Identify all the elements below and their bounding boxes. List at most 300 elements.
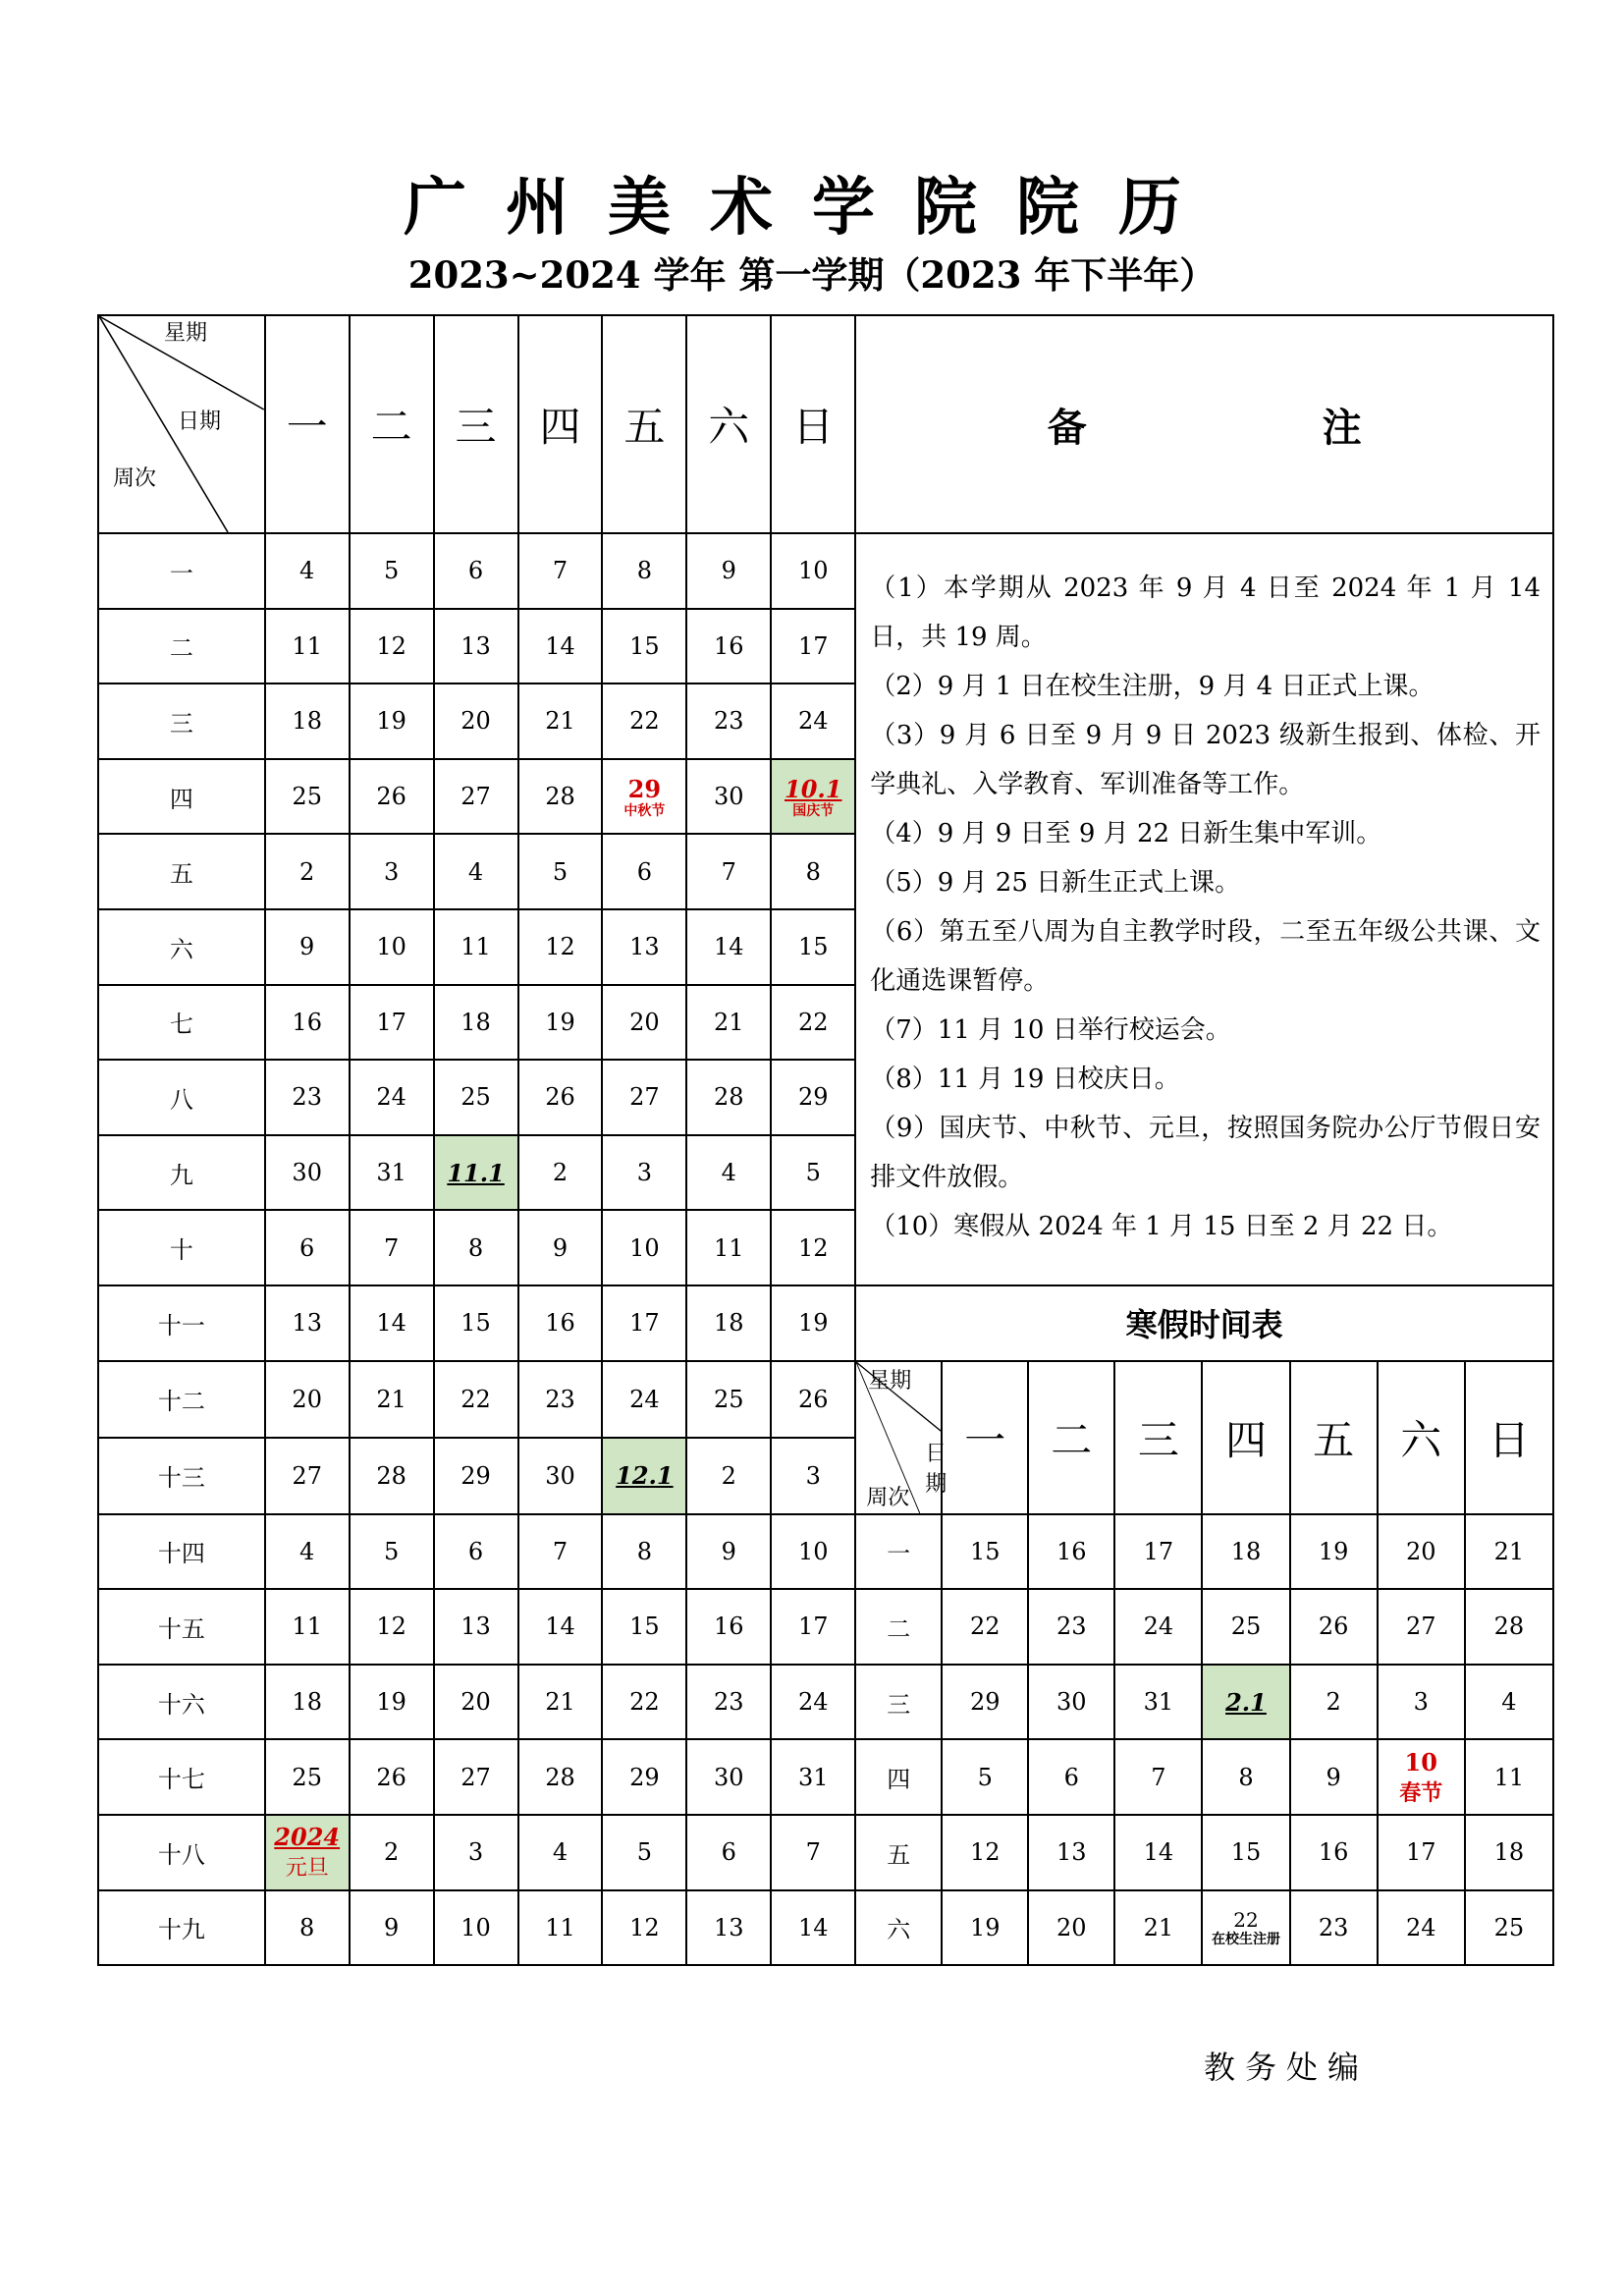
remark-item: （6）第五至八周为自主教学时段，二至五年级公共课、文化通选课暂停。 [870, 917, 1541, 996]
day-cell [686, 683, 771, 759]
corner-week-label: 周次 [866, 1485, 910, 1510]
winter-weekday-header: 六 [1378, 1361, 1465, 1514]
week-label: 十二 [98, 1361, 265, 1438]
day-number: 11.1 [447, 1158, 505, 1187]
day-cell [1465, 1890, 1553, 1966]
day-cell [518, 533, 603, 609]
day-number: 5 [805, 1159, 821, 1187]
day-number: 29 [969, 1688, 1001, 1717]
day-cell [1028, 1514, 1114, 1590]
day-number: 22 [969, 1613, 1001, 1641]
day-number: 3 [467, 1838, 484, 1867]
day-number: 24 [1405, 1913, 1436, 1941]
day-cell [1114, 1589, 1202, 1665]
day-number: 17 [376, 1008, 406, 1036]
remark-item: （10）寒假从 2024 年 1 月 15 日至 2 月 22 日。 [870, 1212, 1453, 1241]
day-cell [265, 1514, 350, 1590]
day-number: 8 [1238, 1763, 1254, 1791]
day-number: 5 [383, 557, 400, 585]
day-number: 25 [1230, 1613, 1262, 1641]
day-cell [434, 1739, 518, 1815]
week-label: 一 [98, 533, 265, 609]
day-number: 5 [383, 1537, 400, 1565]
day-number: 31 [376, 1159, 406, 1187]
week-label: 九 [98, 1135, 265, 1211]
week-label: 十八 [98, 1815, 265, 1890]
day-cell [771, 1589, 855, 1665]
day-number: 16 [714, 631, 744, 660]
day-number: 30 [292, 1159, 322, 1187]
day-number: 4 [299, 557, 315, 585]
day-cell [1114, 1739, 1202, 1815]
day-cell [686, 759, 771, 835]
remarks-cell [855, 533, 1553, 1285]
day-cell [602, 1815, 686, 1890]
day-number: 29 [797, 1083, 829, 1112]
day-number: 26 [545, 1083, 575, 1112]
weekday-header: 二 [350, 315, 434, 533]
day-number: 2 [383, 1838, 400, 1867]
winter-week-label: 三 [855, 1665, 942, 1740]
day-cell [350, 759, 434, 835]
weekday-header: 日 [771, 315, 855, 533]
day-cell [771, 985, 855, 1061]
day-number: 15 [797, 933, 829, 961]
day-number: 12 [545, 933, 575, 961]
day-cell [1378, 1890, 1465, 1966]
day-number: 2 [299, 857, 315, 886]
day-number: 28 [376, 1461, 406, 1490]
calendar-table [97, 314, 1554, 1966]
day-number: 14 [545, 1613, 575, 1641]
day-number: 18 [1493, 1838, 1525, 1867]
day-cell [265, 1589, 350, 1665]
day-cell [771, 759, 855, 835]
day-cell [771, 609, 855, 684]
week-row [98, 1665, 1553, 1740]
day-cell [1378, 1665, 1465, 1740]
day-cell [265, 1739, 350, 1815]
day-number: 11 [460, 933, 491, 961]
day-cell [771, 909, 855, 985]
day-cell [265, 1815, 350, 1890]
day-cell [434, 1438, 518, 1514]
page-title: 广州美术学院院历 [404, 171, 1220, 245]
day-cell [1202, 1815, 1289, 1890]
day-number: 10 [1404, 1747, 1437, 1777]
day-cell [265, 533, 350, 609]
day-cell [518, 1361, 603, 1438]
day-cell [602, 1665, 686, 1740]
week-label: 十三 [98, 1438, 265, 1514]
day-cell [1290, 1739, 1378, 1815]
day-number: 8 [805, 857, 821, 886]
day-number: 17 [797, 631, 829, 660]
day-cell [1290, 1665, 1378, 1740]
day-cell [434, 1210, 518, 1285]
day-number: 15 [629, 1613, 660, 1641]
week-row [98, 1890, 1553, 1966]
day-number: 9 [552, 1233, 568, 1262]
day-cell [686, 1438, 771, 1514]
day-cell [518, 1210, 603, 1285]
day-cell [434, 609, 518, 684]
day-cell [1202, 1739, 1289, 1815]
day-number: 22 [629, 707, 660, 736]
day-number: 7 [552, 1537, 568, 1565]
day-cell [686, 834, 771, 909]
day-cell [518, 1514, 603, 1590]
day-number: 21 [376, 1385, 406, 1413]
day-cell [265, 985, 350, 1061]
day-cell [771, 1210, 855, 1285]
day-cell [686, 609, 771, 684]
day-number: 17 [1143, 1537, 1174, 1565]
day-cell [686, 1589, 771, 1665]
day-cell [686, 985, 771, 1061]
day-number: 5 [977, 1763, 993, 1791]
day-number: 14 [714, 933, 744, 961]
day-number: 23 [714, 707, 744, 736]
day-cell [942, 1589, 1028, 1665]
day-number: 3 [805, 1461, 821, 1490]
day-number: 24 [629, 1385, 660, 1413]
day-number: 26 [376, 783, 406, 811]
day-cell [1465, 1739, 1553, 1815]
day-cell [602, 1361, 686, 1438]
day-number: 30 [545, 1461, 575, 1490]
day-number: 17 [797, 1613, 829, 1641]
day-number: 23 [545, 1385, 575, 1413]
day-cell [771, 1135, 855, 1211]
day-number: 31 [1143, 1688, 1174, 1717]
day-cell [602, 1210, 686, 1285]
remark-item: （4）9 月 9 日至 9 月 22 日新生集中军训。 [870, 819, 1382, 848]
day-cell [1202, 1589, 1289, 1665]
day-cell [434, 1361, 518, 1438]
week-label: 十四 [98, 1514, 265, 1590]
day-cell [518, 834, 603, 909]
day-number: 19 [969, 1913, 1001, 1941]
day-number: 10 [460, 1913, 491, 1941]
day-number: 18 [292, 1688, 322, 1717]
remarks-label-right: 注 [1322, 405, 1362, 451]
day-cell [686, 1665, 771, 1740]
day-cell [434, 1285, 518, 1361]
week-row [98, 533, 1553, 609]
day-number: 19 [545, 1008, 575, 1036]
day-number: 13 [460, 1613, 491, 1641]
day-cell [350, 1815, 434, 1890]
day-cell [265, 759, 350, 835]
day-cell [771, 1815, 855, 1890]
day-cell [602, 1890, 686, 1966]
day-cell [1465, 1665, 1553, 1740]
day-number: 10 [797, 557, 829, 585]
day-number: 7 [552, 557, 568, 585]
day-cell [434, 834, 518, 909]
day-number: 12.1 [616, 1461, 674, 1491]
day-cell [265, 609, 350, 684]
day-cell [602, 759, 686, 835]
day-number: 21 [1143, 1913, 1174, 1941]
day-cell [265, 1210, 350, 1285]
day-number: 7 [383, 1233, 400, 1262]
day-number: 9 [721, 557, 736, 585]
day-number: 10 [797, 1537, 829, 1565]
day-cell [518, 1815, 603, 1890]
day-cell [602, 834, 686, 909]
day-number: 15 [1230, 1838, 1262, 1867]
day-cell [434, 1890, 518, 1966]
day-number: 29 [629, 1763, 660, 1791]
day-cell [265, 1665, 350, 1740]
day-cell [686, 1361, 771, 1438]
header-row [98, 315, 1553, 533]
week-row [98, 1514, 1553, 1590]
day-cell [518, 1438, 603, 1514]
day-number: 3 [636, 1159, 653, 1187]
day-number: 12 [629, 1913, 660, 1941]
day-number: 29 [460, 1461, 491, 1490]
day-number: 27 [292, 1461, 322, 1490]
day-number: 2 [1326, 1688, 1341, 1717]
winter-weekday-header: 四 [1202, 1361, 1289, 1514]
day-cell [1378, 1514, 1465, 1590]
day-cell [1465, 1589, 1553, 1665]
day-number: 2.1 [1225, 1687, 1267, 1717]
day-number: 28 [545, 783, 575, 811]
day-number: 13 [714, 1913, 744, 1941]
week-label: 十 [98, 1210, 265, 1285]
day-number: 16 [292, 1008, 322, 1036]
day-number: 15 [460, 1309, 491, 1338]
day-number: 4 [467, 857, 484, 886]
day-number: 6 [636, 857, 653, 886]
day-number: 23 [1318, 1913, 1349, 1941]
day-number: 18 [292, 707, 322, 736]
day-number: 30 [714, 783, 744, 811]
day-number: 6 [467, 1537, 484, 1565]
day-cell [518, 1739, 603, 1815]
day-number: 6 [299, 1233, 315, 1262]
day-number: 13 [460, 631, 491, 660]
day-number: 9 [299, 933, 315, 961]
weekday-header: 一 [265, 315, 350, 533]
day-cell [602, 1135, 686, 1211]
winter-week-label: 四 [855, 1739, 942, 1815]
day-number: 10.1 [785, 774, 842, 803]
day-cell [942, 1815, 1028, 1890]
day-cell [265, 1361, 350, 1438]
day-cell [686, 909, 771, 985]
day-number: 15 [969, 1537, 1001, 1565]
day-number: 20 [629, 1008, 660, 1036]
day-number: 23 [714, 1688, 744, 1717]
remarks-list [856, 534, 1552, 1251]
day-cell [350, 1060, 434, 1135]
corner-date-label: 日期 [178, 410, 222, 434]
day-number: 28 [1493, 1613, 1525, 1641]
week-label: 十五 [98, 1589, 265, 1665]
day-cell [434, 1815, 518, 1890]
footer-editor: 教务处编 [1204, 2049, 1370, 2086]
day-number: 25 [1493, 1913, 1525, 1941]
day-number: 19 [1318, 1537, 1349, 1565]
day-number: 23 [292, 1083, 322, 1112]
winter-weekday-header: 三 [1114, 1361, 1202, 1514]
day-cell [518, 1060, 603, 1135]
corner-header [98, 315, 265, 533]
day-number: 14 [1143, 1838, 1174, 1867]
day-cell [602, 1438, 686, 1514]
remark-item: （9）国庆节、中秋节、元旦，按照国务院办公厅节假日安排文件放假。 [870, 1114, 1541, 1192]
day-number: 19 [376, 707, 406, 736]
corner-weekday-label: 星期 [164, 321, 208, 346]
day-number: 21 [714, 1008, 744, 1036]
week-label: 十六 [98, 1665, 265, 1740]
day-cell [265, 1890, 350, 1966]
day-cell [686, 533, 771, 609]
day-number: 12 [969, 1838, 1001, 1867]
day-cell [350, 1438, 434, 1514]
holiday-label: 中秋节 [623, 802, 666, 819]
day-number: 6 [467, 557, 484, 585]
day-number: 5 [636, 1838, 653, 1867]
day-number: 9 [721, 1537, 736, 1565]
day-number: 4 [299, 1537, 315, 1565]
day-cell [434, 1514, 518, 1590]
day-number: 24 [797, 707, 829, 736]
remark-item: （3）9 月 6 日至 9 月 9 日 2023 级新生报到、体检、开学典礼、入学教育、军训准备等工作。 [870, 721, 1541, 799]
day-number: 4 [552, 1838, 568, 1867]
day-cell [350, 1135, 434, 1211]
day-number: 27 [629, 1083, 660, 1112]
day-cell [350, 1514, 434, 1590]
day-cell [1465, 1514, 1553, 1590]
day-cell [602, 1285, 686, 1361]
day-cell [686, 1210, 771, 1285]
day-number: 13 [629, 933, 660, 961]
day-cell [771, 683, 855, 759]
day-number: 17 [1405, 1838, 1436, 1867]
day-number: 26 [376, 1763, 406, 1791]
day-cell [1114, 1815, 1202, 1890]
day-cell [771, 1285, 855, 1361]
day-cell [518, 909, 603, 985]
day-number: 11 [292, 1613, 322, 1641]
day-cell [1290, 1589, 1378, 1665]
day-cell [265, 1285, 350, 1361]
day-cell [1290, 1514, 1378, 1590]
day-cell [686, 1815, 771, 1890]
day-cell [518, 759, 603, 835]
day-number: 21 [545, 1688, 575, 1717]
day-number: 12 [376, 1613, 406, 1641]
day-cell [1028, 1739, 1114, 1815]
day-number: 28 [545, 1763, 575, 1791]
day-cell [602, 1739, 686, 1815]
day-cell [518, 683, 603, 759]
day-cell [771, 1665, 855, 1740]
day-cell [771, 834, 855, 909]
day-number: 24 [797, 1688, 829, 1717]
winter-weekday-header: 一 [942, 1361, 1028, 1514]
remarks-header [855, 315, 1553, 533]
day-cell [602, 1589, 686, 1665]
day-number: 20 [1405, 1537, 1436, 1565]
day-cell [942, 1890, 1028, 1966]
day-number: 19 [376, 1688, 406, 1717]
day-number: 22 [797, 1008, 829, 1036]
day-cell [265, 1135, 350, 1211]
day-number: 2024 [274, 1823, 341, 1852]
day-number: 11 [545, 1913, 575, 1941]
day-number: 21 [1493, 1537, 1525, 1565]
winter-weekday-header: 五 [1290, 1361, 1378, 1514]
day-cell [350, 834, 434, 909]
day-number: 31 [797, 1763, 829, 1791]
day-cell [350, 1665, 434, 1740]
day-number: 12 [797, 1233, 829, 1262]
week-row [98, 1739, 1553, 1815]
day-number: 4 [721, 1159, 736, 1187]
day-number: 20 [460, 707, 491, 736]
day-number: 11 [292, 631, 322, 660]
day-number: 25 [460, 1083, 491, 1112]
day-cell [350, 533, 434, 609]
day-number: 7 [1151, 1763, 1166, 1791]
day-cell [602, 1514, 686, 1590]
day-number: 14 [545, 631, 575, 660]
week-label: 十一 [98, 1285, 265, 1361]
corner-weekday-label: 星期 [868, 1368, 912, 1394]
day-cell [686, 1739, 771, 1815]
day-cell [1202, 1890, 1289, 1966]
day-number: 3 [1413, 1688, 1429, 1717]
remark-item: （5）9 月 25 日新生正式上课。 [870, 868, 1241, 898]
day-number: 8 [636, 557, 653, 585]
winter-week-label: 六 [855, 1890, 942, 1966]
day-cell [265, 909, 350, 985]
day-number: 16 [1318, 1838, 1349, 1867]
day-number: 10 [629, 1233, 660, 1262]
day-cell [942, 1514, 1028, 1590]
day-number: 26 [1318, 1613, 1349, 1641]
day-number: 8 [467, 1233, 484, 1262]
day-cell [1114, 1514, 1202, 1590]
day-number: 22 [460, 1385, 491, 1413]
remark-item: （7）11 月 10 日举行校运会。 [870, 1015, 1231, 1045]
day-cell [350, 683, 434, 759]
day-cell [1114, 1665, 1202, 1740]
day-cell [1378, 1589, 1465, 1665]
day-cell [518, 1285, 603, 1361]
day-cell [1202, 1665, 1289, 1740]
day-number: 27 [460, 1763, 491, 1791]
winter-corner-header [855, 1361, 947, 1514]
day-number: 15 [629, 631, 660, 660]
day-number: 30 [714, 1763, 744, 1791]
day-cell [1378, 1815, 1465, 1890]
day-cell [434, 759, 518, 835]
day-cell [350, 985, 434, 1061]
day-number: 5 [552, 857, 568, 886]
day-cell [518, 1890, 603, 1966]
day-cell [686, 1135, 771, 1211]
day-cell [686, 1060, 771, 1135]
day-cell [1465, 1815, 1553, 1890]
